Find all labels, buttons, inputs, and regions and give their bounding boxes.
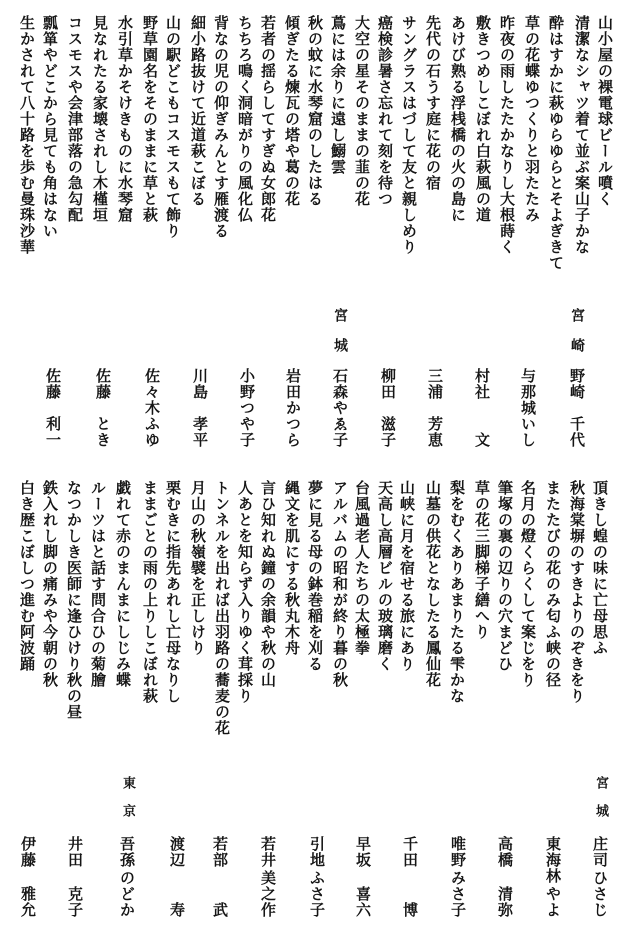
haiku-column: 草の花蝶ゆつくりと羽たたみ	[523, 15, 541, 223]
author-name	[376, 368, 400, 448]
author-surname: 井田	[66, 836, 84, 868]
haiku-column: 人あとを知らず入りゆく茸採り	[236, 480, 254, 704]
author-given-name: いし	[519, 416, 537, 448]
haiku-column: 戯れて赤のまんまにしじみ蝶	[114, 480, 132, 688]
author-given-name: 利一	[44, 416, 62, 448]
author-block	[208, 768, 232, 925]
author-name	[470, 368, 494, 448]
author-given-name: かつら	[284, 400, 302, 448]
author-surname: 与那城	[519, 368, 537, 416]
author-surname: 岩田	[284, 368, 302, 400]
author-surname: 佐々木	[143, 368, 161, 416]
haiku-column: 背なの児の仰ぎみんとす雁渡る	[212, 15, 230, 239]
author-name	[235, 368, 259, 448]
author-block	[493, 768, 517, 925]
author-block	[446, 768, 470, 925]
prefecture-label: 宮城	[332, 308, 348, 368]
author-given-name: ひさじ	[591, 870, 609, 918]
haiku-column: 敷きつめしこぼれ白萩風の道	[474, 15, 492, 223]
author-surname: 三浦	[426, 368, 444, 400]
author-surname: 佐藤	[44, 368, 62, 400]
author-given-name: 雅允	[19, 886, 37, 918]
author-surname: 引地	[308, 836, 326, 868]
author-name	[188, 368, 212, 448]
haiku-column: サングラスはづして友と親しめり	[400, 15, 418, 255]
author-name	[63, 836, 87, 918]
author-block	[188, 300, 212, 460]
haiku-column: 鉄入れし脚の痛みや今朝の秋	[41, 480, 59, 688]
author-name	[493, 836, 517, 918]
author-block	[256, 768, 280, 925]
author-surname: 吾孫	[118, 836, 136, 868]
haiku-column: 昨夜の雨したたかなりし大根蒔く	[498, 15, 516, 255]
author-surname: 石森	[331, 368, 349, 400]
haiku-column: 名月の燈くらくして案じをり	[519, 480, 537, 688]
haiku-column: トンネルを出れば出羽路の蕎麦の花	[213, 480, 231, 736]
author-name	[281, 368, 305, 448]
haiku-column: 清潔なシャツ着て並ぶ案山子かな	[573, 15, 591, 255]
author-block	[140, 300, 164, 460]
haiku-column: あけび熟る浮桟橋の火の島に	[449, 15, 467, 223]
author-name	[541, 836, 565, 918]
author-given-name: のどか	[118, 870, 136, 918]
haiku-column: 山の駅どこもコスモスもて飾り	[164, 15, 182, 239]
author-given-name: 芳恵	[426, 416, 444, 448]
haiku-column: 大空の星そのままの韮の花	[353, 15, 371, 207]
lower-section	[0, 460, 618, 925]
haiku-column: 天高し高層ビルの玻璃磨く	[376, 480, 394, 672]
haiku-column: なつかしき医師に逢ひけり秋の昼	[65, 480, 83, 720]
author-name	[516, 368, 540, 448]
author-surname: 渡辺	[168, 836, 186, 868]
author-name	[565, 368, 589, 448]
author-surname: 伊藤	[19, 836, 37, 868]
author-given-name: 美之作	[259, 870, 277, 918]
haiku-column: 月山の秋嶺襞を正しけり	[189, 480, 207, 656]
author-surname: 千田	[401, 836, 419, 868]
author-surname: 早坂	[354, 836, 372, 868]
author-name	[256, 836, 280, 918]
haiku-column: 台風過老人たちの太極拳	[353, 480, 371, 656]
author-block	[588, 768, 612, 925]
author-surname: 小野	[238, 368, 256, 400]
haiku-column: 傾ぎたる煉瓦の塔や葛の花	[283, 15, 301, 207]
author-block	[328, 300, 352, 460]
author-given-name: 清弥	[496, 886, 514, 918]
author-surname: 唯野	[449, 836, 467, 868]
author-name	[305, 836, 329, 918]
author-given-name: 千代	[568, 416, 586, 448]
haiku-column: 瓢箪やどこから見ても角はない	[41, 15, 59, 239]
prefecture-label: 東京	[120, 776, 135, 832]
author-block	[165, 768, 189, 925]
author-block	[235, 300, 259, 460]
haiku-column: 細小路抜けて近道萩こぼる	[189, 15, 207, 207]
author-name	[140, 368, 164, 448]
haiku-column: 草の花三脚梯子繕へり	[473, 480, 491, 640]
author-name	[208, 836, 232, 918]
haiku-column: 山小屋の裸電球ビール噴く	[596, 15, 614, 207]
author-given-name: 文	[473, 432, 491, 448]
haiku-column: 頂きし蝗の味に亡母思ふ	[591, 480, 609, 656]
author-given-name: みさ子	[449, 870, 467, 918]
haiku-column: ままごとの雨の上りしこぼれ萩	[141, 480, 159, 704]
author-given-name: 博	[401, 902, 419, 918]
author-given-name: 寿	[168, 902, 186, 918]
author-given-name: 武	[211, 902, 229, 918]
author-given-name: やゑ子	[331, 400, 349, 448]
haiku-column: 山墓の供花となしたる鳳仙花	[424, 480, 442, 688]
author-block	[470, 300, 494, 460]
prefecture-label: 宮城	[593, 776, 608, 832]
haiku-column: 白き歴こぼしつ進む阿波踊	[18, 480, 36, 672]
author-given-name: 克子	[66, 886, 84, 918]
author-block	[516, 300, 540, 460]
author-surname: 村社	[473, 368, 491, 400]
author-name	[165, 836, 189, 918]
author-surname: 若部	[211, 836, 229, 868]
haiku-column: 蔦には余りに遠し鰯雲	[329, 15, 347, 175]
haiku-column: アルバムの昭和が終り暮の秋	[331, 480, 349, 688]
haiku-column: 酔はすかに萩ゆらゆらとそよぎきて	[547, 15, 565, 271]
author-given-name: やよ	[544, 886, 562, 918]
haiku-column: 若者の揺らしてすぎぬ女郎花	[259, 15, 277, 223]
author-surname: 高橋	[496, 836, 514, 868]
author-block	[541, 768, 565, 925]
haiku-column: 先代の石うす庭に花の宿	[424, 15, 442, 191]
author-name	[328, 368, 352, 448]
prefecture-label: 宮崎	[569, 308, 585, 368]
author-block	[41, 300, 65, 460]
author-name	[16, 836, 40, 918]
haiku-column: 秋海棠塀のすきよりのぞきをり	[568, 480, 586, 704]
author-name	[41, 368, 65, 448]
author-given-name: とき	[94, 416, 112, 448]
author-surname: 若井	[259, 836, 277, 868]
haiku-column: ルーツはと話す問合ひの菊膾	[89, 480, 107, 688]
author-name	[115, 836, 139, 918]
haiku-column: またたびの花のみ匂ふ峡の径	[544, 480, 562, 688]
author-block	[281, 300, 305, 460]
haiku-column: 見なれたる家壊されし木槿垣	[91, 15, 109, 223]
haiku-column: 夢に見る母の鉢巻稲を刈る	[306, 480, 324, 672]
author-surname: 東海林	[544, 836, 562, 884]
haiku-column: 縄文を肌にする秋丸木舟	[283, 480, 301, 656]
haiku-column: 癌検診暑さ忘れて刻を待つ	[376, 15, 394, 207]
author-surname: 庄司	[591, 836, 609, 868]
author-block	[91, 300, 115, 460]
haiku-column: 筆塚の裏の辺りの穴まどひ	[496, 480, 514, 672]
haiku-column: 栗むきに指先あれし亡母なりし	[164, 480, 182, 704]
author-block	[115, 768, 139, 925]
author-given-name: ふさ子	[308, 870, 326, 918]
author-given-name: 滋子	[379, 416, 397, 448]
author-block	[63, 768, 87, 925]
haiku-column: コスモスや会津部落の急勾配	[66, 15, 84, 223]
author-block	[565, 300, 589, 460]
haiku-column: 秋の蚊に水琴窟のしたはる	[306, 15, 324, 207]
author-surname: 川島	[191, 368, 209, 400]
haiku-column: 山峡に月を宿せる旅にあり	[398, 480, 416, 672]
author-surname: 柳田	[379, 368, 397, 400]
author-name	[91, 368, 115, 448]
author-block	[351, 768, 375, 925]
author-name	[588, 836, 612, 918]
author-block	[305, 768, 329, 925]
author-given-name: ふゆ	[143, 416, 161, 448]
author-name	[398, 836, 422, 918]
author-block	[423, 300, 447, 460]
author-block	[398, 768, 422, 925]
author-name	[423, 368, 447, 448]
author-block	[376, 300, 400, 460]
author-surname: 佐藤	[94, 368, 112, 400]
author-surname: 野崎	[568, 368, 586, 400]
author-block	[16, 768, 40, 925]
haiku-column: 野草園名をそのままに草と萩	[141, 15, 159, 223]
haiku-column: 梨をむくありあまりたる雫かな	[448, 480, 466, 704]
author-given-name: 孝平	[191, 416, 209, 448]
author-name	[351, 836, 375, 918]
haiku-column: ちちろ鳴く洞暗がりの風化仏	[236, 15, 254, 223]
haiku-column: 言ひ知れぬ鐘の余韻や秋の山	[259, 480, 277, 688]
author-given-name: 喜六	[354, 886, 372, 918]
haiku-column: 水引草かそけきものに水琴窟	[116, 15, 134, 223]
author-given-name: つや子	[238, 400, 256, 448]
upper-section	[0, 0, 618, 460]
haiku-column: 生かされて八十路を歩む曼珠沙華	[18, 15, 36, 255]
author-name	[446, 836, 470, 918]
